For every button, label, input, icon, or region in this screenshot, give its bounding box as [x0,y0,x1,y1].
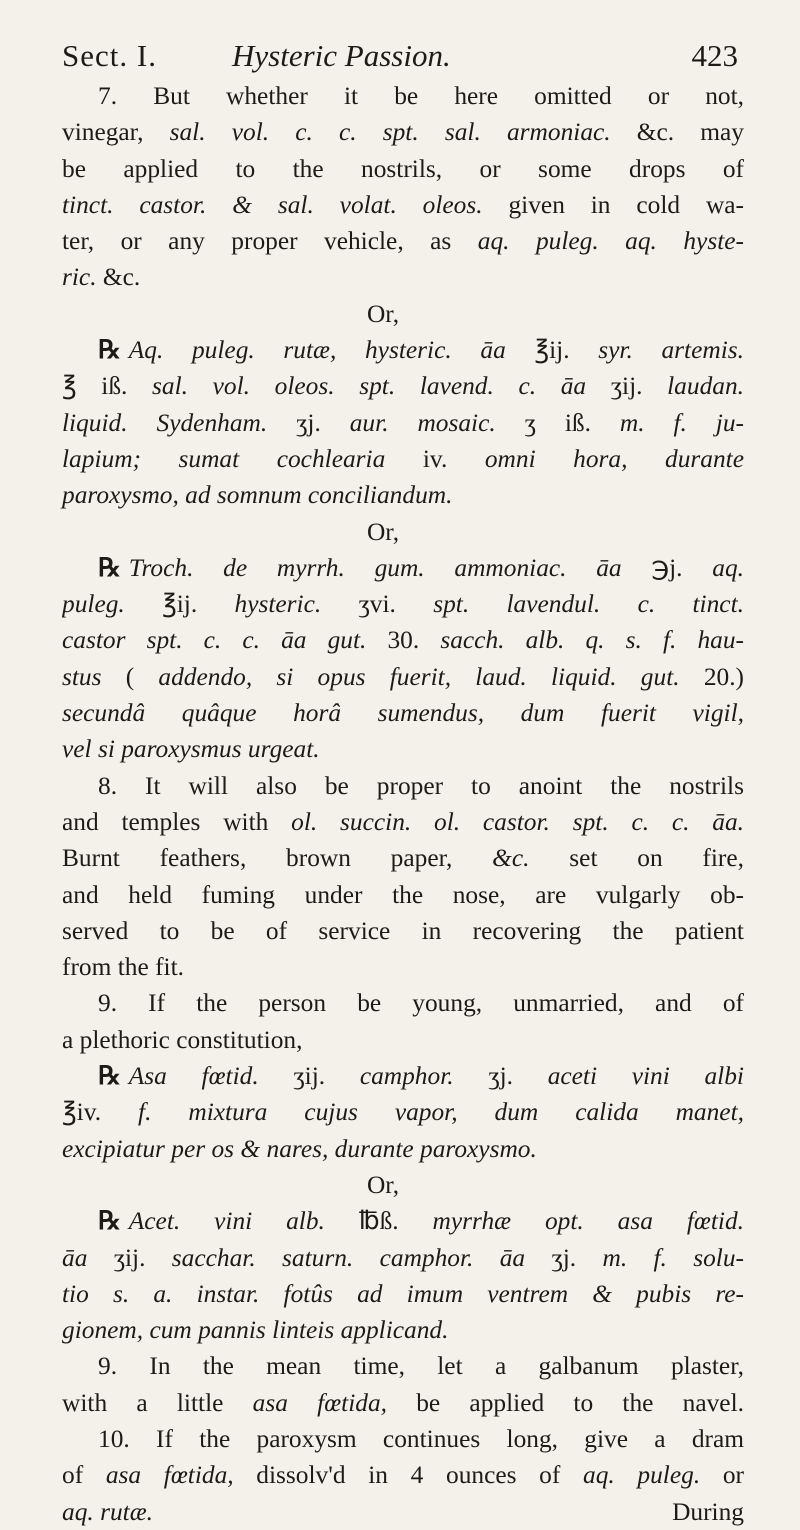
text-line [62,1240,744,1276]
text-line [62,840,744,876]
text-segment: 20.) [679,662,744,691]
text-segment: &c. [492,844,530,873]
text-segment: ℔ß. [324,1207,433,1236]
text-segment: puleg. [62,590,125,619]
text-segment: be applied to the nostrils, or some drops of [62,154,744,183]
text-line [62,913,744,949]
text-segment: asa fœtida, [252,1388,387,1417]
text-segment: ℥ij. [124,590,235,619]
text-segment: liquid. Sydenham. [62,408,268,437]
text-segment: sacch. alb. q. s. f. hau- [440,626,744,655]
text-segment: During [672,1497,744,1526]
text-segment: 9. If the person be young, unmarried, and of [98,989,744,1018]
text-line [62,768,744,804]
text-line [62,586,744,622]
text-line [62,114,744,150]
text-line [62,1312,744,1348]
text-segment: or [700,1461,744,1490]
text-segment: ric. [62,263,97,292]
text-segment: &c. may [610,118,744,147]
text-segment: Acet. vini alb. [128,1207,325,1236]
text-segment: asa fœtida, [105,1461,234,1490]
section-label: Sect. I. [62,38,157,73]
text-segment: dissolv'd in 4 ounces of [233,1461,583,1490]
text-segment: f. mixtura cujus vapor, dum calida manet, [138,1098,744,1127]
text-segment: paroxysmo, ad somnum conciliandum. [62,481,453,510]
text-segment: sal. vol. oleos. spt. lavend. c. āa [152,372,587,401]
text-segment: a plethoric constitution, [62,1025,303,1054]
text-line [62,1421,744,1457]
text-segment: sacchar. saturn. camphor. āa [171,1243,526,1272]
text-segment: ʒij. [87,1243,172,1272]
recipe-symbol: ℞ [98,1062,121,1091]
running-title: Hysteric Passion. [232,38,451,73]
text-line [62,1058,744,1094]
text-segment: 9. In the mean time, let a galbanum plaster, [98,1352,744,1381]
text-segment: ʒvi. [321,590,434,619]
text-segment: lapium; sumat cochlearia [62,444,386,473]
text-segment: ( [101,662,159,691]
text-line [62,332,744,368]
text-segment: vel si paroxysmus urgeat. [62,735,320,764]
text-segment: ʒj. [453,1062,548,1091]
text-segment: āa [62,1243,88,1272]
text-segment: ʒj. [267,408,350,437]
text-segment: &c. [96,263,141,292]
text-segment: Aq. puleg. rutæ, hysteric. āa [128,336,506,365]
text-segment: addendo, si opus fuerit, laud. liquid. gut. [158,662,680,691]
text-segment: gionem, cum pannis linteis applicand. [62,1316,449,1345]
text-segment: secundâ quâque horâ sumendus, dum fuerit vigil, [62,699,744,728]
text-segment: 30. [366,626,441,655]
text-segment: aur. mosaic. [349,408,496,437]
text-segment: ʒij. [586,372,668,401]
page-number: 423 [691,38,738,73]
text-line [62,1167,744,1203]
text-line [62,1131,744,1167]
text-segment: castor spt. c. c. āa gut. [62,626,367,655]
text-segment: camphor. [359,1062,454,1091]
text-segment: excipiatur per os & nares, durante paroxysmo. [62,1134,537,1163]
text-segment: of [62,1461,106,1490]
text-segment: sal. vol. c. c. spt. sal. armoniac. [169,118,611,147]
text-segment: tinct. castor. & sal. volat. oleos. [62,190,483,219]
text-segment: Burnt feathers, brown paper, [62,844,493,873]
recipe-symbol: ℞ [98,336,121,365]
text-line [62,550,744,586]
text-segment: ℥iv. [62,1098,139,1127]
text-line [62,368,744,404]
text-line [62,477,744,513]
text-segment: and held fuming under the nose, are vulgarly ob- [62,880,744,909]
body-text [62,78,744,1530]
text-line [62,1022,744,1058]
text-segment: ℥ij. [505,336,599,365]
text-segment: tio s. a. instar. fotûs ad imum ventrem & pubis re- [62,1279,744,1308]
text-segment: hysteric. [234,590,322,619]
text-segment: set on fire, [529,844,744,873]
text-segment: Or, [366,1170,400,1199]
text-segment: m. f. ju- [619,408,744,437]
text-line [62,1203,744,1239]
text-line [62,1457,744,1493]
text-segment: ʒ iß. [495,408,620,437]
text-line [62,223,744,259]
text-line [62,187,744,223]
text-line [62,259,744,295]
recipe-symbol: ℞ [98,553,121,582]
text-line [62,405,744,441]
text-line [62,695,744,731]
text-line [62,441,744,477]
text-segment: vinegar, [62,118,170,147]
text-line [62,622,744,658]
text-segment: iv. [385,444,485,473]
text-segment: Or, [366,517,400,546]
text-segment: aq. puleg. aq. hyste- [477,227,744,256]
text-segment: ter, or any proper vehicle, as [62,227,478,256]
text-segment: stus [62,662,102,691]
text-segment: ʒj. [525,1243,603,1272]
text-segment: be applied to the navel. [387,1388,744,1417]
text-segment: 7. But whether it be here omitted or not, [98,82,744,110]
text-line [62,804,744,840]
text-segment: ol. succin. ol. castor. spt. c. c. āa. [291,807,744,836]
text-segment: Asa fœtid. [128,1062,259,1091]
text-line [62,1094,744,1130]
text-segment: ℥ iß. [62,372,153,401]
text-line [62,877,744,913]
text-line [62,731,744,767]
text-segment: with a little [62,1388,253,1417]
text-segment: aq. puleg. [583,1461,701,1490]
text-line [62,985,744,1021]
text-segment: syr. artemis. [598,336,744,365]
text-line [62,949,744,985]
text-line [62,1385,744,1421]
text-segment: aq. [712,553,744,582]
text-segment: from the fit. [62,953,184,982]
text-line [62,1276,744,1312]
text-line [62,151,744,187]
text-segment: 10. If the paroxysm continues long, give a dram [98,1424,744,1453]
text-segment: spt. lavendul. c. tinct. [433,590,744,619]
text-segment: Or, [366,299,400,328]
text-segment: ℈j. [621,553,713,582]
text-segment: omni hora, durante [484,444,744,473]
text-line [62,296,744,332]
text-segment: ʒij. [258,1062,360,1091]
text-segment: aq. rutæ. [62,1497,153,1526]
text-segment: 8. It will also be proper to anoint the nostrils [98,771,744,800]
text-line [62,1494,744,1530]
text-segment: and temples with [62,807,292,836]
text-segment: aceti vini albi [547,1062,744,1091]
recipe-symbol: ℞ [98,1207,121,1236]
text-segment: myrrhæ opt. asa fœtid. [432,1207,744,1236]
text-segment: Troch. de myrrh. gum. ammoniac. āa [128,553,622,582]
text-segment: laudan. [667,372,744,401]
text-line [62,659,744,695]
text-line [62,514,744,550]
text-segment: given in cold wa- [482,190,744,219]
text-segment: served to be of service in recovering the patient [62,916,744,945]
text-segment: m. f. solu- [602,1243,744,1272]
text-line [62,78,744,114]
